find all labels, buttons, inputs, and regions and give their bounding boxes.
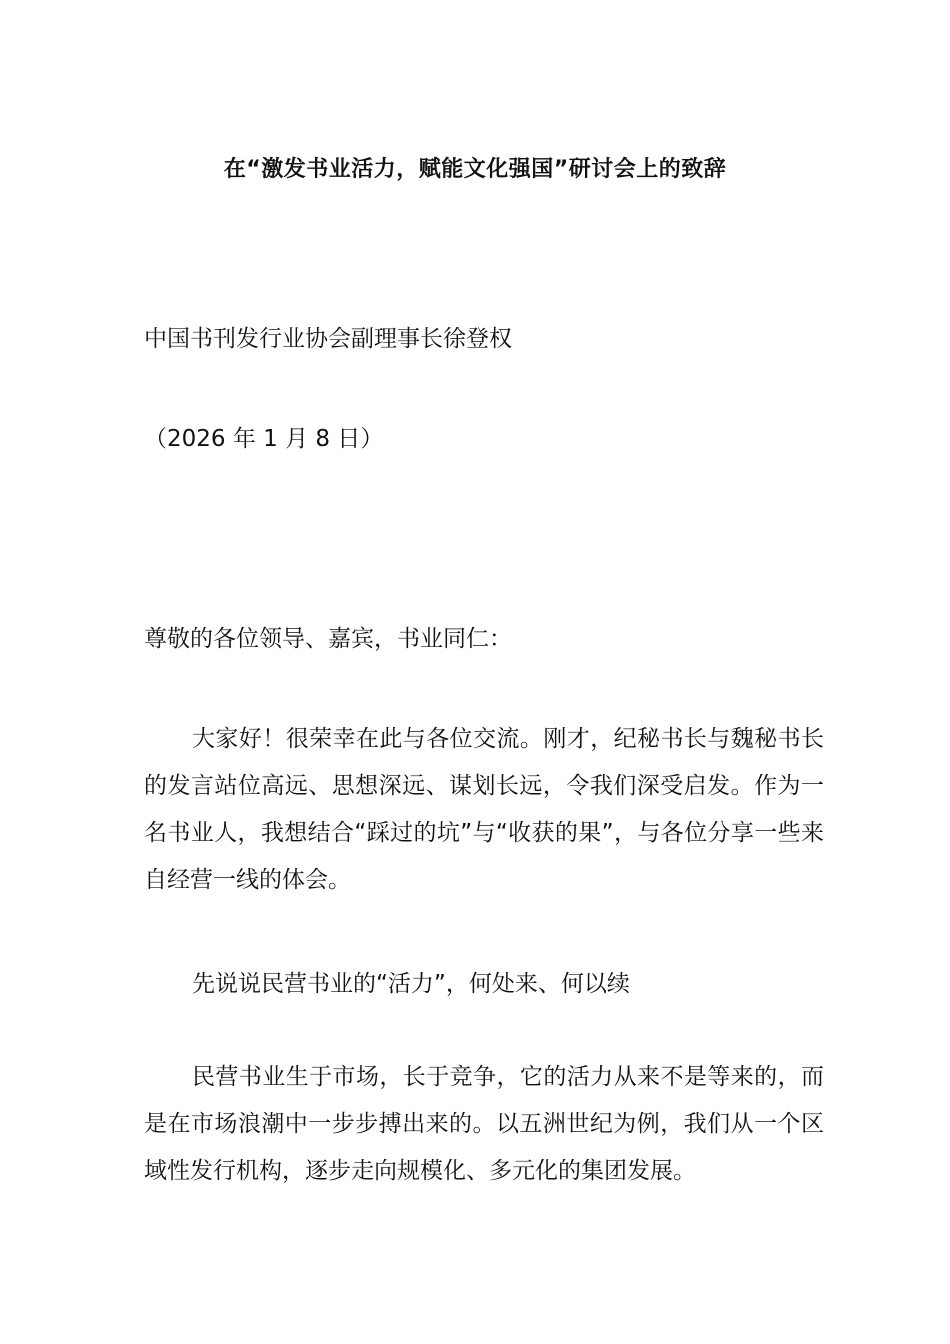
section-heading: 先说说民营书业的“活力”，何处来、何以续 (192, 971, 630, 997)
paragraph: 大家好！很荣幸在此与各位交流。刚才，纪秘书长与魏秘书长的发言站位高远、思想深远、谋划长远，令我们深受启发。作为一名书业人，我想结合“踩过的坑”与“收获的果”，与各位分享一些来自经营一线的体会。 (144, 726, 824, 893)
paragraph: 民营书业生于市场，长于竞争，它的活力从来不是等来的，而是在市场浪潮中一步步搏出来的。以五洲世纪为例，我们从一个区域性发行机构，逐步走向规模化、多元化的集团发展。 (144, 1064, 824, 1184)
document-title: 在“激发书业活力，赋能文化强国”研讨会上的致辞 (223, 157, 727, 182)
greeting-line: 尊敬的各位领导、嘉宾，书业同仁： (144, 626, 512, 652)
author-line: 中国书刊发行业协会副理事长徐登权 (144, 326, 512, 352)
date-line: （2026 年 1 月 8 日） (144, 426, 384, 452)
